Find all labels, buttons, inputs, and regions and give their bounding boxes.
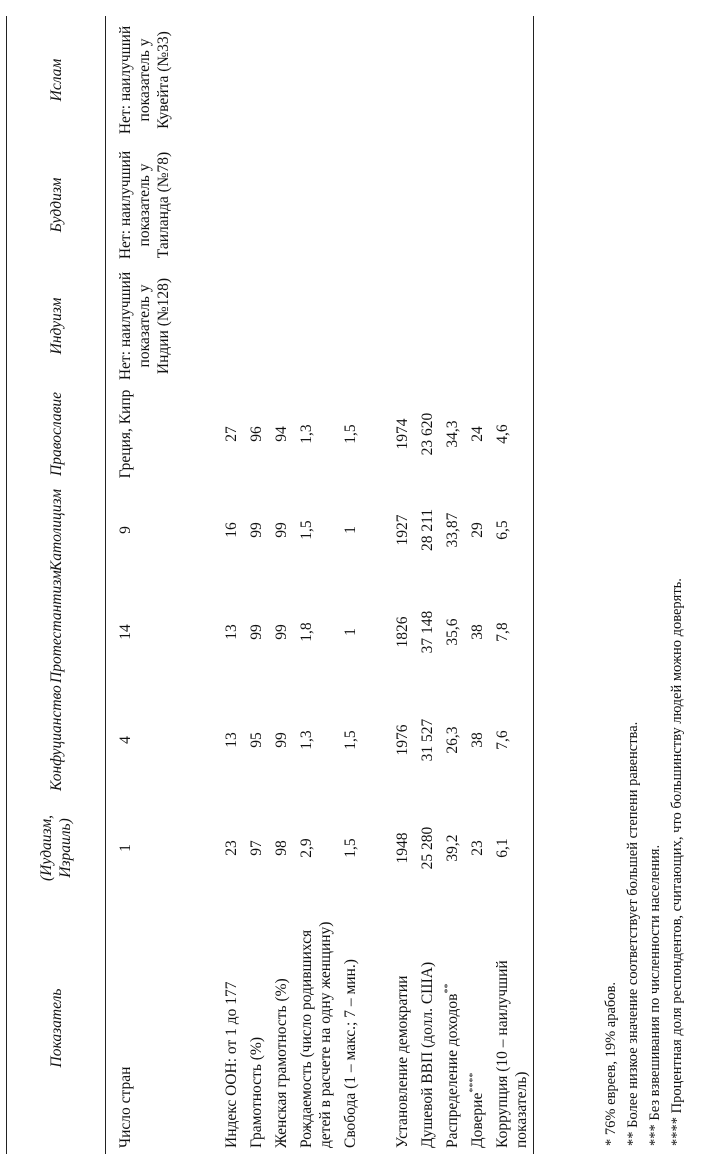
table-body xyxy=(106,16,534,1154)
row-label: Рождаемость (число родившихся детей в расчете на одну женщину) xyxy=(298,921,334,1148)
table-cell: 1,3 xyxy=(298,730,315,750)
column-header: Православие xyxy=(47,392,65,476)
table-cell: 14 xyxy=(117,624,134,640)
table-cell: 1974 xyxy=(394,418,411,450)
table-cell: 6,1 xyxy=(494,838,511,858)
table-cell: Греция, Кипр xyxy=(117,389,134,479)
table-row xyxy=(218,16,243,1154)
table-cell: 99 xyxy=(273,732,290,748)
row-label-cell xyxy=(439,902,464,1154)
table-cell: 7,8 xyxy=(494,622,511,642)
footnotes xyxy=(600,46,688,1146)
table-cell: 23 xyxy=(469,840,486,856)
row-label: Душевой ВВП (долл. США) xyxy=(419,961,436,1148)
table-cell: 99 xyxy=(248,624,265,640)
table-cell xyxy=(268,266,293,386)
table-cell: 26,3 xyxy=(444,726,461,754)
table-row xyxy=(243,16,268,1154)
table-row xyxy=(293,16,337,1154)
table-cell: 37 148 xyxy=(419,610,436,654)
table-cell: 1,5 xyxy=(342,838,359,858)
table-cell xyxy=(337,16,389,144)
table-cell: 6,5 xyxy=(494,520,511,540)
row-label: Установление демократии xyxy=(394,975,411,1148)
row-label-cell xyxy=(389,902,414,1154)
row-label: Свобода (1 – макс.; 7 – мин.) xyxy=(342,959,359,1148)
table-cell: 1,8 xyxy=(298,622,315,642)
row-label-cell xyxy=(243,902,268,1154)
table-cell: 39,2 xyxy=(444,834,461,862)
table-cell xyxy=(243,266,268,386)
table-cell xyxy=(439,144,464,266)
religion-indicators-table xyxy=(6,16,534,1154)
table-cell: 23 620 xyxy=(419,412,436,456)
table-cell: 25 280 xyxy=(419,826,436,870)
column-header: (Иудаизм, Израиль) xyxy=(38,815,74,881)
table-row xyxy=(489,16,534,1154)
table-cell xyxy=(464,266,489,386)
table-cell xyxy=(268,144,293,266)
column-header: Буддизм xyxy=(47,177,65,233)
table-cell xyxy=(243,144,268,266)
table-cell xyxy=(439,266,464,386)
table-cell: 95 xyxy=(248,732,265,748)
row-label-cell xyxy=(464,902,489,1154)
table-cell: 16 xyxy=(223,522,240,538)
row-label-cell xyxy=(218,902,243,1154)
table-row xyxy=(106,16,219,1154)
table-cell: 99 xyxy=(273,624,290,640)
table-cell: 1,5 xyxy=(298,520,315,540)
table-cell: 35,6 xyxy=(444,618,461,646)
table-cell: 4 xyxy=(117,736,134,744)
row-label-cell xyxy=(106,902,219,1154)
table-cell xyxy=(489,266,534,386)
table-cell: 99 xyxy=(273,522,290,538)
table-cell: 96 xyxy=(248,426,265,442)
table-cell: 1 xyxy=(117,844,134,852)
table-cell xyxy=(243,16,268,144)
table-row xyxy=(464,16,489,1154)
table-cell: 2,9 xyxy=(298,838,315,858)
footnote-marker: **** xyxy=(467,1072,479,1093)
table-cell: 1,5 xyxy=(342,730,359,750)
footnote: * 76% евреев, 19% арабов. xyxy=(603,981,619,1146)
footnote: ** Более низкое значение соответствует большей степени равенства. xyxy=(625,721,641,1146)
row-label-cell xyxy=(414,902,439,1154)
table-cell xyxy=(414,266,439,386)
table-cell: 13 xyxy=(223,732,240,748)
table-cell: 97 xyxy=(248,840,265,856)
column-header: Католицизм xyxy=(47,488,65,572)
table-cell: 9 xyxy=(117,526,134,534)
table-cell: 1 xyxy=(342,526,359,534)
table-cell xyxy=(293,16,337,144)
column-header: Протестантизм xyxy=(47,570,65,683)
table-cell xyxy=(293,144,337,266)
footnote: *** Без взвешивания по численности населения. xyxy=(647,844,663,1146)
row-label: Распределение доходов xyxy=(444,993,461,1148)
table-row xyxy=(439,16,464,1154)
table-cell: 1,5 xyxy=(342,424,359,444)
row-label-cell xyxy=(268,902,293,1154)
column-header: Ислам xyxy=(47,58,65,102)
table-row xyxy=(389,16,414,1154)
table-cell: 28 211 xyxy=(419,508,436,552)
row-label: Грамотность (%) xyxy=(248,1036,265,1148)
table-cell: 38 xyxy=(469,624,486,640)
table-cell: 4,6 xyxy=(494,424,511,444)
table-cell xyxy=(337,144,389,266)
table-cell: 1948 xyxy=(394,832,411,864)
table-cell xyxy=(389,16,414,144)
table-cell: 33,87 xyxy=(444,512,461,548)
table-cell xyxy=(489,16,534,144)
table-cell: 7,6 xyxy=(494,730,511,750)
table-cell: 1976 xyxy=(394,724,411,756)
table-cell xyxy=(218,16,243,144)
table-cell xyxy=(389,266,414,386)
table-cell xyxy=(464,144,489,266)
table-cell xyxy=(489,144,534,266)
table-cell: 94 xyxy=(273,426,290,442)
table-cell: 27 xyxy=(223,426,240,442)
table-cell xyxy=(218,266,243,386)
table-cell xyxy=(464,16,489,144)
row-label-cell xyxy=(293,902,337,1154)
table-row xyxy=(268,16,293,1154)
table-cell: 13 xyxy=(223,624,240,640)
table-cell xyxy=(218,144,243,266)
table-cell xyxy=(414,16,439,144)
table-cell xyxy=(293,266,337,386)
footnote: **** Процентная доля респондентов, считающих, что большинству людей можно доверять. xyxy=(669,578,685,1146)
row-label: Доверие xyxy=(469,1092,486,1148)
table-cell: 1 xyxy=(342,628,359,636)
table-header xyxy=(7,16,106,1154)
table-cell: 31 527 xyxy=(419,718,436,762)
row-label: Женская грамотность (%) xyxy=(273,978,290,1148)
table-cell: 99 xyxy=(248,522,265,538)
table-cell: 24 xyxy=(469,426,486,442)
table-cell: Нет: наилучший показатель у Кувейта (№33) xyxy=(117,25,172,135)
table-cell: 1826 xyxy=(394,616,411,648)
table-cell xyxy=(439,16,464,144)
table-cell: 38 xyxy=(469,732,486,748)
table-cell: 98 xyxy=(273,840,290,856)
row-label-cell xyxy=(489,902,534,1154)
table-cell xyxy=(268,16,293,144)
column-header-indicator: Показатель xyxy=(47,988,65,1068)
table-cell: Нет: наилучший показатель у Таиланда (№78) xyxy=(117,150,172,260)
column-header: Индуизм xyxy=(47,297,65,355)
row-label: Число стран xyxy=(117,1066,134,1148)
table-cell: 29 xyxy=(469,522,486,538)
table-cell xyxy=(414,144,439,266)
header-row xyxy=(7,16,106,1154)
table-cell: 34,3 xyxy=(444,420,461,448)
table-cell: 1,3 xyxy=(298,424,315,444)
table-cell xyxy=(337,266,389,386)
row-label: Коррупция (10 – наилучший показатель) xyxy=(494,960,530,1148)
row-label: Индекс ООН: от 1 до 177 xyxy=(223,981,240,1148)
footnote-marker: ** xyxy=(442,983,454,994)
table-cell xyxy=(389,144,414,266)
column-header: Конфуцианство xyxy=(47,685,65,791)
table-cell: Нет: наилучший показатель у Индии (№128) xyxy=(117,271,172,381)
table-row xyxy=(414,16,439,1154)
table-row xyxy=(337,16,389,1154)
table-cell: 23 xyxy=(223,840,240,856)
table-cell: 1927 xyxy=(394,514,411,546)
row-label-cell xyxy=(337,902,389,1154)
